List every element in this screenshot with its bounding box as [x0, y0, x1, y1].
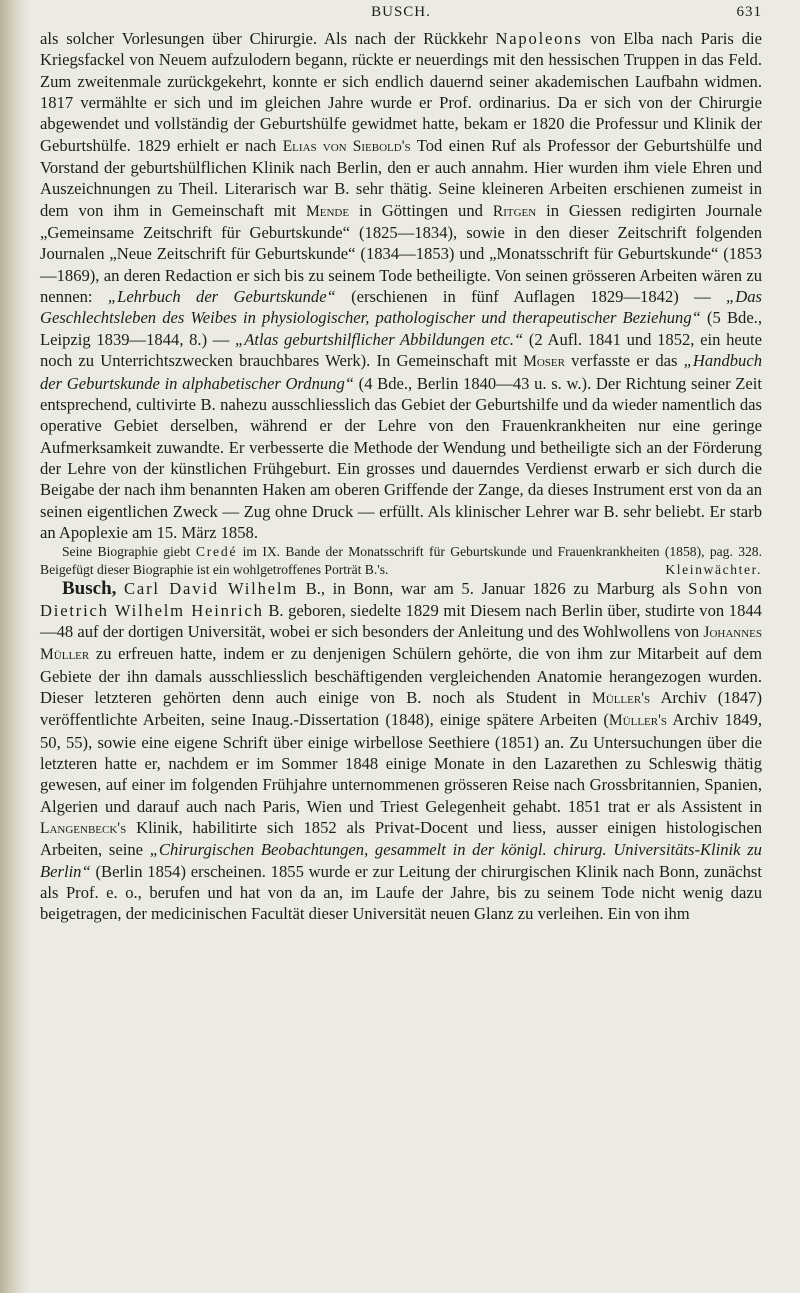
work-title-handbuch: „Handbuch der Geburtskunde in alphabetischer Ordnung“ [40, 351, 762, 393]
name-moser: Moser [523, 353, 565, 371]
work-title-atlas: „Atlas geburtshilflicher Abbildungen etc.“ [235, 329, 524, 349]
name-father: Dietrich Wilhelm Heinrich [40, 600, 264, 620]
book-page [40, 0, 762, 1293]
body-text [40, 28, 762, 925]
name-siebold: Elias von Siebold's [282, 137, 411, 155]
work-title-geschlechtsleben: „Das Geschlechtsleben des Weibes in physiologischer, pathologischer und therapeutischer Beziehung“ [40, 287, 762, 328]
work-title-lehrbuch: „Lehrbuch der Geburtskunde“ [107, 287, 336, 307]
running-head [40, 0, 762, 28]
name-crede: Credé [195, 544, 238, 560]
page-number: 631 [736, 4, 762, 20]
name-ritgen: Ritgen [492, 202, 537, 220]
entry-headword: Busch, [62, 578, 117, 600]
work-title-chirurgische-beobachtungen: „Chirurgischen Beobachtungen, gesammelt in der königl. chirurg. Universitäts-Klinik zu Berlin“ [40, 840, 762, 881]
footnote-bibliography: Seine Biographie giebt Credé im IX. Bande der Monatsschrift für Geburtskunde und Frauenkrankheiten (1858), pag. 328. Beigefügt dieser Biographie ist ein wohlgetroffenes Porträt B.'s. Kleinwächter. [40, 544, 762, 577]
word-sohn: Sohn [688, 579, 730, 599]
name-mueller: Müller's [608, 712, 668, 730]
running-head-title: BUSCH. [371, 4, 431, 20]
name-mende: Mende [305, 202, 350, 220]
entry-forenames: Carl David Wilhelm [124, 579, 298, 599]
name-langenbeck: Langenbeck's [40, 820, 127, 838]
paragraph-busch-carl: Busch, Carl David Wilhelm B., in Bonn, war am 5. Januar 1826 zu Marburg als Sohn von Dietrich Wilhelm Heinrich B. geboren, siedelte 1829 mit Diesem nach Berlin über, studirte von 1844—48 auf der dortigen Universität, wobei er sich besonders der Anleitung und des Wohlwollens von Johannes Müller zu erfreuen hatte, indem er zu denjenigen Schülern gehörte, die von ihm zur Mitarbeit auf dem Gebiete der ihn damals ausschliesslich beschäftigenden vergleichenden Anatomie herangezogen wurden. Dieser letzteren gehörten denn auch einige von B. noch als Student in Müller's Archiv (1847) veröffentlichte Arbeiten, seine Inaug.-Dissertation (1848), einige spätere Arbeiten (Müller's Archiv 1849, 50, 55), sowie eine eigene Schrift über einige wirbellose Seethiere (1851) an. Zu Untersuchungen über die letzteren hatte er, nachdem er im Sommer 1848 einige Monate in den Lazarethen zu Schleswig thätig gewesen, auf einer im folgenden Frühjahre unternommenen grösseren Reise nach Grossbritannien, Spanien, Algerien und darauf auch nach Paris, Wien und Triest Gelegenheit gehabt. 1851 trat er als Assistent in Langenbeck's Klinik, habilitirte sich 1852 als Privat-Docent und liess, ausser einigen histologischen Arbeiten, seine „Chirurgischen Beobachtungen, gesammelt in der königl. chirurg. Universitäts-Klinik zu Berlin“ (Berlin 1854) erscheinen. 1855 wurde er zur Leitung der chirurgischen Klinik nach Bonn, zunächst als Prof. e. o., berufen und hat von da an, im Laufe der Jahre, bis zu seinem Tode nicht wenig dazu beigetragen, der medicinischen Facultät dieser Universität neuen Glanz zu verleihen. Ein von ihm [40, 578, 763, 924]
page-binding-shadow [0, 0, 30, 1293]
author-signature: Kleinwächter. [665, 561, 762, 577]
paragraph-busch-dietrich-continued: als solcher Vorlesungen über Chirurgie. Als nach der Rückkehr Napoleons von Elba nach Paris die Kriegsfackel von Neuem aufzulodern begann, rückte er neuerdings mit den hessischen Truppen in das Feld. Zum zweitenmale zurückgekehrt, konnte er sich endlich dauernd seiner akademischen Laufbahn widmen. 1817 vermählte er sich und im gleichen Jahre wurde er Prof. ordinarius. Da er sich von der Chirurgie abgewendet und vollständig der Geburtshülfe gewidmet hatte, bekam er 1820 die Professur und Klinik der Geburtshülfe. 1829 erhielt er nach Elias von Siebold's Tod einen Ruf als Professor der Geburtshülfe und Vorstand der geburtshülflichen Klinik nach Berlin, den er auch annahm. Hier wurden ihm viele Ehren und Auszeichnungen zu Theil. Literarisch war B. sehr thätig. Seine kleineren Arbeiten erschienen zumeist in dem von ihm in Gemeinschaft mit Mende in Göttingen und Ritgen in Giessen redigirten Journale „Gemeinsame Zeitschrift für Geburtskunde“ (1825—1834), sowie in den dieser Zeitschrift folgenden Journalen „Neue Zeitschrift für Geburtskunde“ (1834—1853) und „Monatsschrift für Geburtskunde“ (1853—1869), an deren Redaction er sich bis zu seinem Tode betheiligte. Von seinen grösseren Arbeiten wären zu nennen: „Lehrbuch der Geburtskunde“ (erschienen in fünf Auflagen 1829—1842) — „Das Geschlechtsleben des Weibes in physiologischer, pathologischer und therapeutischer Beziehung“ (5 Bde., Leipzig 1839—1844, 8.) — „Atlas geburtshilflicher Abbildungen etc.“ (2 Aufl. 1841 und 1852, ein heute noch zu Unterrichtszwecken brauchbares Werk). In Gemeinschaft mit Moser verfasste er das „Handbuch der Geburtskunde in alphabetischer Ordnung“ (4 Bde., Berlin 1840—43 u. s. w.). Der Richtung seiner Zeit entsprechend, cultivirte B. nahezu ausschliesslich das Gebiet der Geburtshilfe und da wieder namentlich das operative Gebiet derselben, während er der Lehre von den Frauenkrankheiten nur eine geringe Aufmerksamkeit zuwandte. Er verbesserte die Methode der Wendung und betheiligte sich an der Förderung der Lehre von der künstlichen Frühgeburt. Ein grosses und dauerndes Verdienst erwarb er sich durch die Beigabe der nach ihm benannten Haken am oberen Griffende der Zange, da dieses Instrument erst von da an seinen eigentlichen Zweck — Zug ohne Druck — erfüllt. Als klinischer Lehrer war B. sehr beliebt. Er starb an Apoplexie am 15. März 1858. [40, 29, 763, 542]
name-johannes-mueller: Johannes Müller [40, 623, 762, 664]
name-napoleon: Napoleons [495, 29, 583, 48]
name-mueller: Müller's [591, 689, 651, 707]
